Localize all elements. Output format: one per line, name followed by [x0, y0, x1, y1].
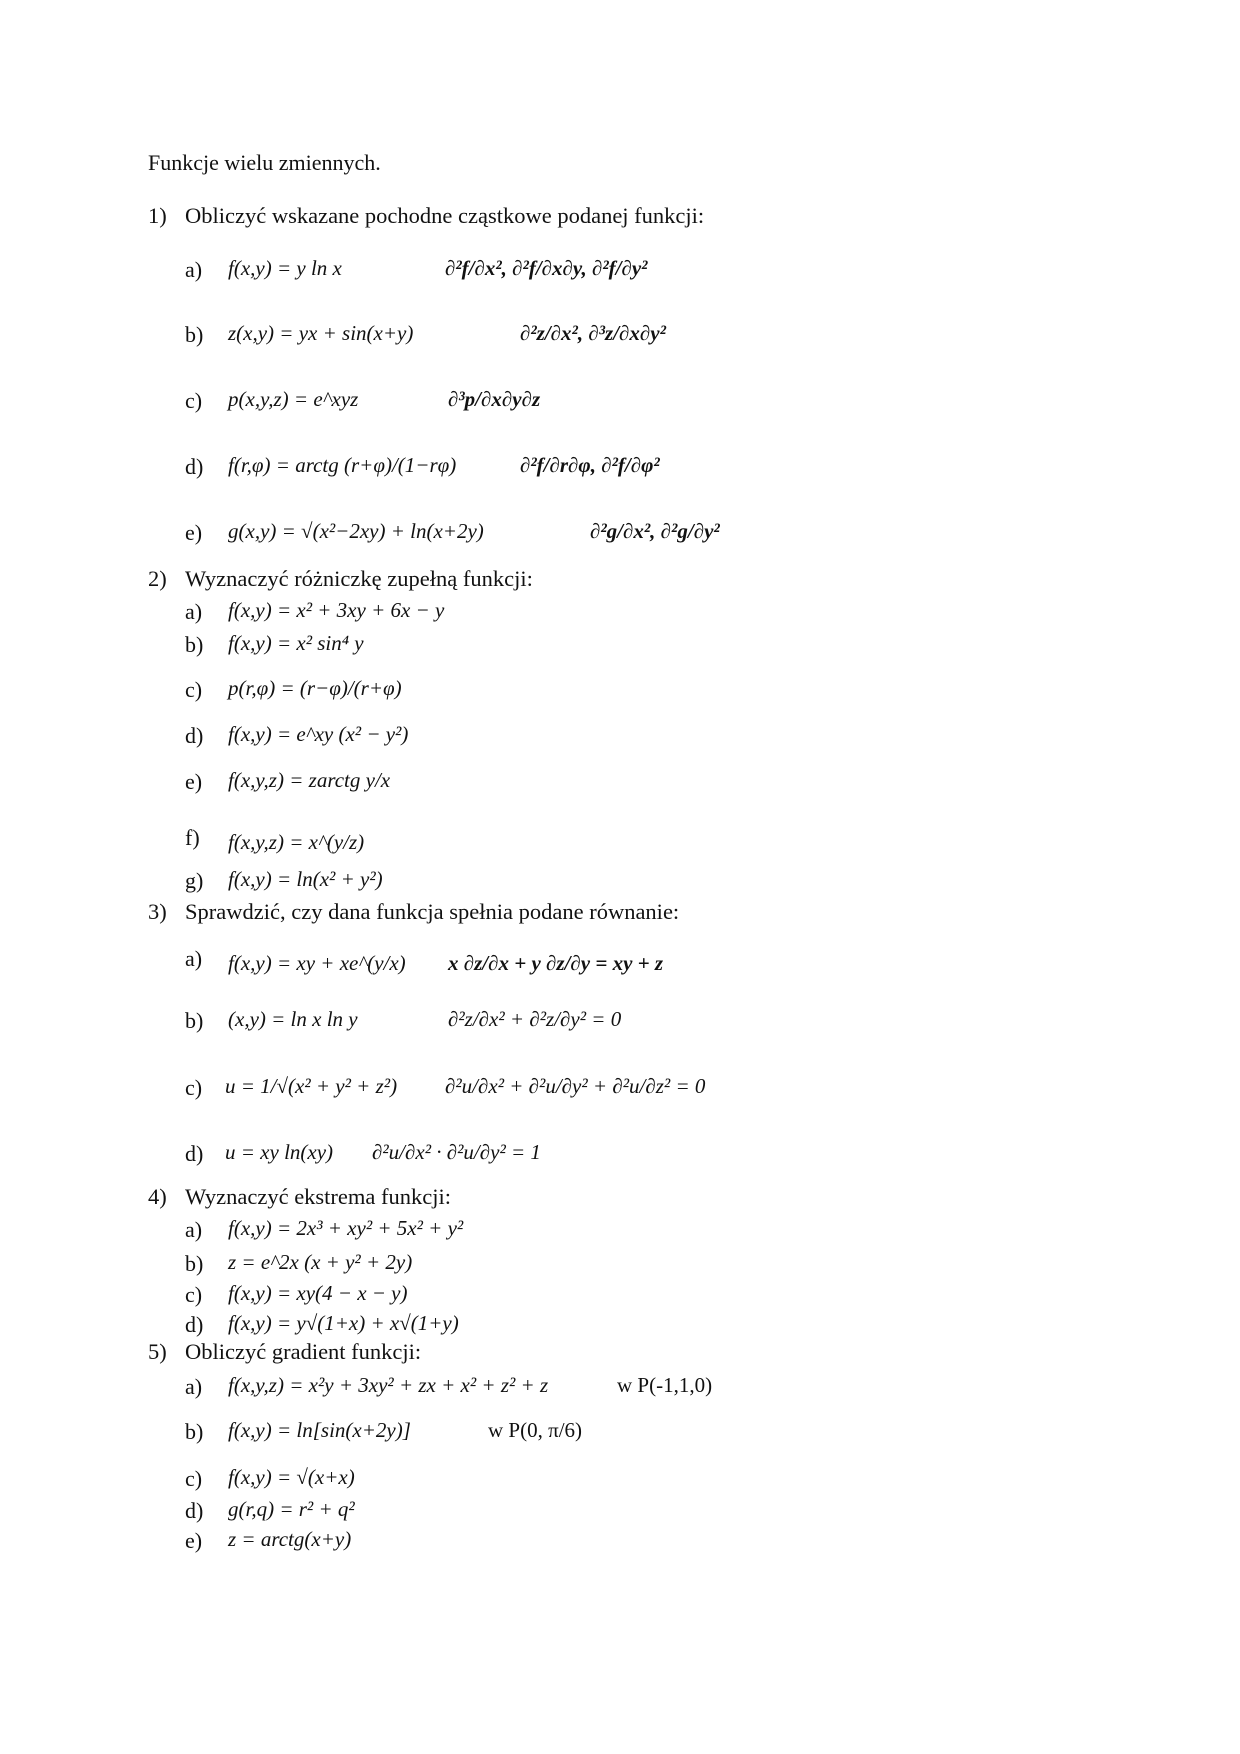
section-number: 4) — [148, 1184, 167, 1209]
evaluation-point: w P(-1,1,0) — [617, 1373, 713, 1397]
section-number: 5) — [148, 1339, 167, 1364]
function-expression: f(x,y) = ln[sin(x+2y)] — [228, 1418, 411, 1442]
function-expression: p(x,y,z) = e^xyz — [228, 387, 359, 411]
item-label: b) — [185, 632, 204, 657]
function-expression: z = e^2x (x + y² + 2y) — [228, 1250, 413, 1274]
section-text: Wyznaczyć różniczkę zupełną funkcji: — [185, 566, 533, 591]
item-label: d) — [185, 454, 204, 479]
item-label: a) — [185, 946, 203, 971]
item-label: d) — [185, 1141, 204, 1166]
item-label: e) — [185, 520, 203, 545]
section-text: Obliczyć wskazane pochodne cząstkowe podanej funkcji: — [185, 203, 705, 228]
equation: ∂²u/∂x² · ∂²u/∂y² = 1 — [372, 1140, 541, 1164]
item-label: c) — [185, 1075, 203, 1100]
derivative-list: ∂²g/∂x², ∂²g/∂y² — [590, 519, 720, 543]
function-expression: f(x,y) = xy(4 − x − y) — [228, 1281, 408, 1305]
item-label: c) — [185, 1466, 203, 1491]
function-expression: f(x,y) = x² + 3xy + 6x − y — [228, 598, 445, 622]
item-label: e) — [185, 1528, 203, 1553]
equation: ∂²u/∂x² + ∂²u/∂y² + ∂²u/∂z² = 0 — [445, 1074, 706, 1098]
function-expression: g(r,q) = r² + q² — [228, 1497, 355, 1521]
function-expression: z(x,y) = yx + sin(x+y) — [228, 321, 414, 345]
function-expression: u = xy ln(xy) — [225, 1140, 334, 1164]
equation: x ∂z/∂x + y ∂z/∂y = xy + z — [448, 951, 664, 975]
function-expression: f(x,y) = y ln x — [228, 256, 342, 280]
derivative-list: ∂²f/∂x², ∂²f/∂x∂y, ∂²f/∂y² — [445, 256, 648, 280]
function-expression: f(x,y,z) = x^(y/z) — [228, 830, 365, 854]
function-expression: f(x,y) = 2x³ + xy² + 5x² + y² — [228, 1216, 464, 1240]
function-expression: (x,y) = ln x ln y — [228, 1007, 358, 1031]
section-text: Sprawdzić, czy dana funkcja spełnia podane równanie: — [185, 899, 680, 924]
item-label: d) — [185, 1312, 204, 1337]
function-expression: g(x,y) = √(x²−2xy) + ln(x+2y) — [228, 519, 484, 543]
function-expression: f(r,φ) = arctg (r+φ)/(1−rφ) — [228, 453, 457, 477]
item-label: d) — [185, 723, 204, 748]
evaluation-point: w P(0, π/6) — [488, 1418, 583, 1442]
function-expression: f(x,y) = y√(1+x) + x√(1+y) — [228, 1311, 459, 1335]
item-label: d) — [185, 1498, 204, 1523]
item-label: a) — [185, 599, 203, 624]
section-number: 2) — [148, 566, 167, 591]
function-expression: f(x,y) = ln(x² + y²) — [228, 867, 383, 891]
section-text: Wyznaczyć ekstrema funkcji: — [185, 1184, 452, 1209]
function-expression: f(x,y,z) = zarctg y/x — [228, 768, 391, 792]
item-label: b) — [185, 322, 204, 347]
section-number: 1) — [148, 203, 167, 228]
function-expression: f(x,y,z) = x²y + 3xy² + zx + x² + z² + z — [228, 1373, 549, 1397]
item-label: a) — [185, 1217, 203, 1242]
derivative-list: ∂³p/∂x∂y∂z — [448, 387, 541, 411]
item-label: a) — [185, 257, 203, 282]
section-number: 3) — [148, 899, 167, 924]
function-expression: f(x,y) = e^xy (x² − y²) — [228, 722, 409, 746]
item-label: b) — [185, 1008, 204, 1033]
item-label: e) — [185, 769, 203, 794]
item-label: f) — [185, 825, 200, 850]
item-label: b) — [185, 1419, 204, 1444]
item-label: c) — [185, 388, 203, 413]
item-label: c) — [185, 1282, 203, 1307]
item-label: a) — [185, 1374, 203, 1399]
function-expression: p(r,φ) = (r−φ)/(r+φ) — [228, 676, 402, 700]
function-expression: f(x,y) = xy + xe^(y/x) — [228, 951, 406, 975]
document-title: Funkcje wielu zmiennych. — [148, 150, 381, 175]
derivative-list: ∂²f/∂r∂φ, ∂²f/∂φ² — [520, 453, 660, 477]
function-expression: z = arctg(x+y) — [228, 1527, 352, 1551]
function-expression: f(x,y) = √(x+x) — [228, 1465, 355, 1489]
derivative-list: ∂²z/∂x², ∂³z/∂x∂y² — [520, 321, 666, 345]
item-label: g) — [185, 868, 204, 893]
section-text: Obliczyć gradient funkcji: — [185, 1339, 422, 1364]
function-expression: f(x,y) = x² sin⁴ y — [228, 631, 364, 655]
equation: ∂²z/∂x² + ∂²z/∂y² = 0 — [448, 1007, 622, 1031]
function-expression: u = 1/√(x² + y² + z²) — [225, 1074, 398, 1098]
item-label: b) — [185, 1251, 204, 1276]
item-label: c) — [185, 677, 203, 702]
